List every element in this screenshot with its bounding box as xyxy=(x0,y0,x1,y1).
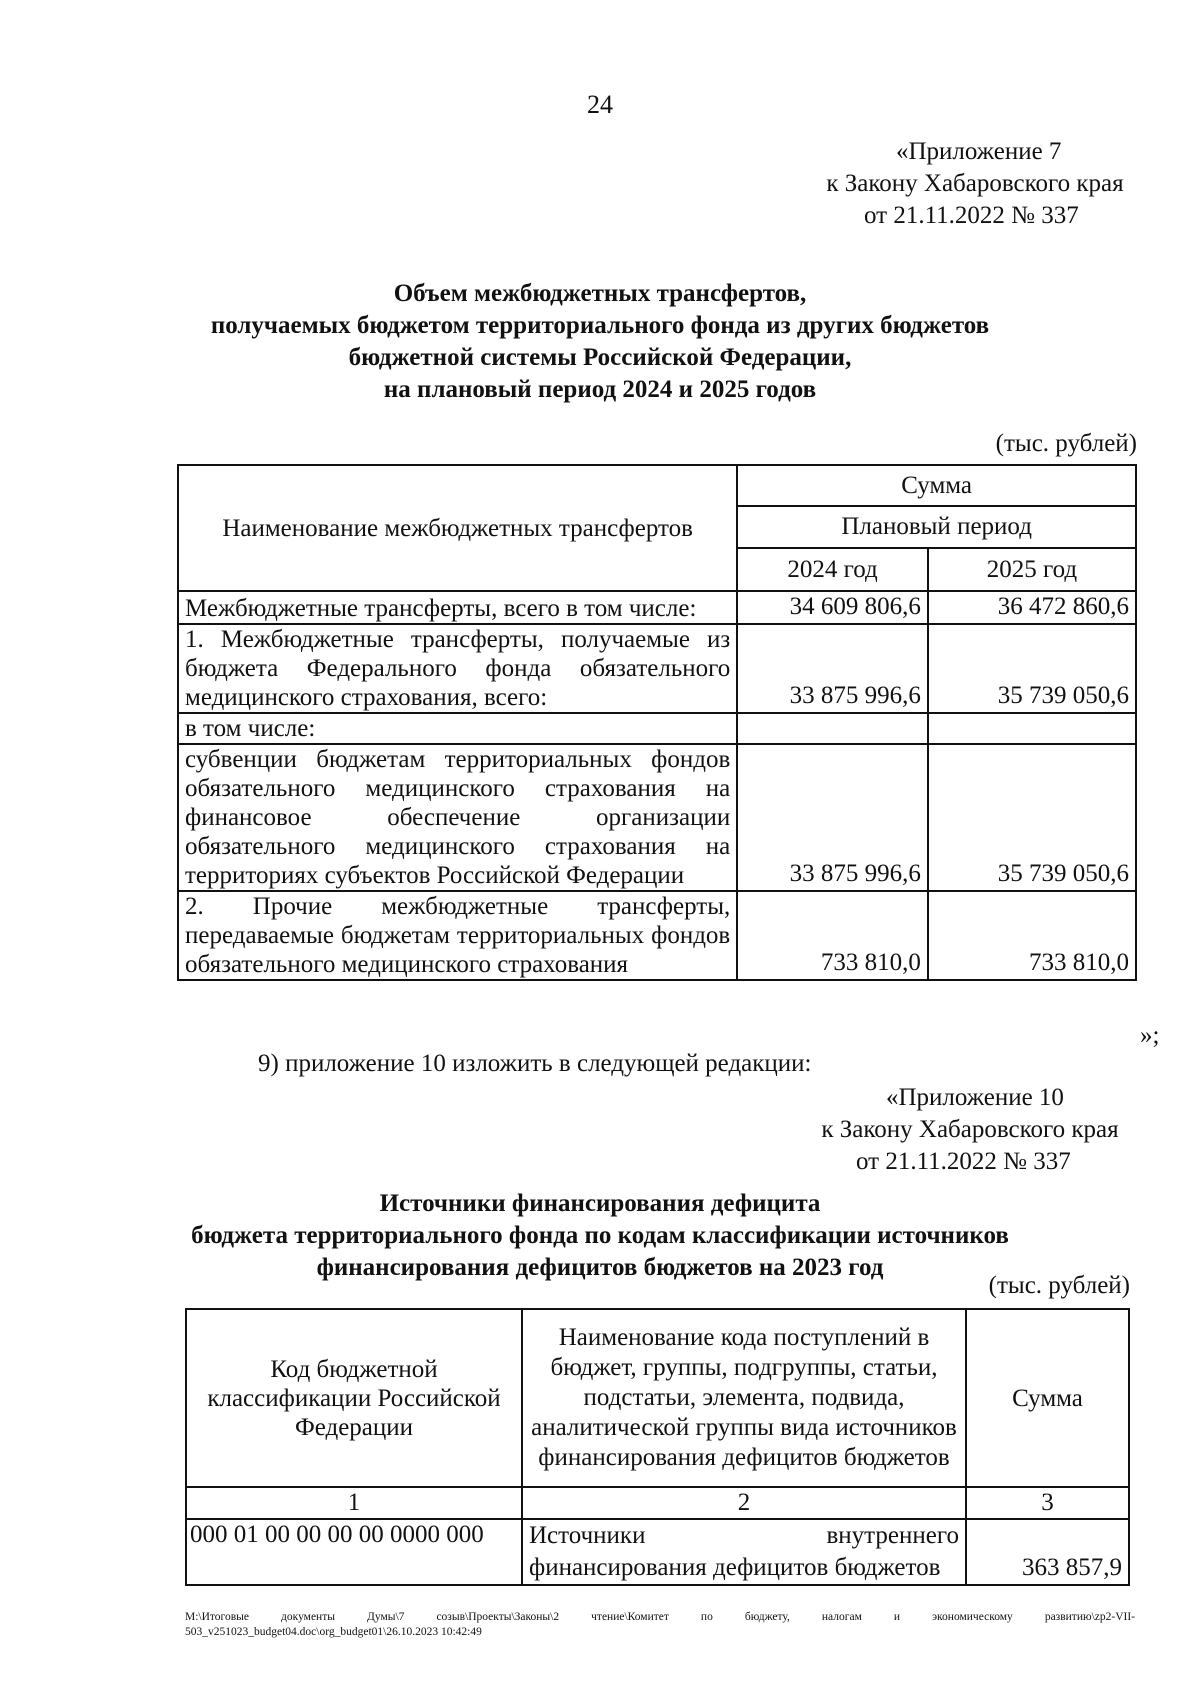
row-name: Межбюджетные трансферты, всего в том числе: xyxy=(178,591,737,624)
row-amount: 363 857,9 xyxy=(966,1519,1129,1585)
row-value-2025 xyxy=(928,713,1136,744)
appendix-10-title: «Приложение 10 xyxy=(886,1084,1064,1111)
table2-units: (тыс. рублей) xyxy=(988,1272,1130,1299)
row-value-2024: 733 810,0 xyxy=(737,891,928,980)
file-path-footer xyxy=(185,1610,1135,1640)
row-name: в том числе: xyxy=(178,713,737,744)
row-name: 2. Прочие межбюджетные трансферты, передаваемые бюджетам территориальных фондов обязательного медицинского страхования xyxy=(178,891,737,980)
row-value-2025: 35 739 050,6 xyxy=(928,744,1136,891)
row-name: субвенции бюджетам территориальных фондов обязательного медицинского страхования на финансовое обеспечение организации обязательного медицинского страхования на территориях субъектов Российской Федерации xyxy=(178,744,737,891)
table-row xyxy=(178,891,1136,980)
title1-line4: на плановый период 2024 и 2025 годов xyxy=(383,376,817,403)
table-row xyxy=(178,744,1136,891)
footer-line1: M:\Итоговые документы Думы\7 созыв\Проекты\Законы\2 чтение\Комитет по бюджету, налогам и экономическому развитию\zp2-VII- xyxy=(185,1611,1135,1623)
title1-line2: получаемых бюджетом территориального фонда из других бюджетов xyxy=(210,312,990,339)
column-number-3: 3 xyxy=(966,1487,1129,1519)
row-name: Источники внутреннего финансирования дефицитов бюджетов xyxy=(522,1519,966,1585)
header-amount: Сумма xyxy=(966,1309,1129,1487)
deficit-sources-table xyxy=(185,1308,1130,1586)
table-row xyxy=(178,591,1136,624)
row-name: 1. Межбюджетные трансферты, получаемые из бюджета Федерального фонда обязательного медицинского страхования, всего: xyxy=(178,624,737,713)
header-code-name: Наименование кода поступлений в бюджет, группы, подгруппы, статьи, подстатьи, элемента, подвида, аналитической группы вида источников финансирования дефицитов бюджетов xyxy=(522,1309,966,1487)
appendix-10-law: к Закону Хабаровского края xyxy=(821,1116,1119,1143)
header-2024: 2024 год xyxy=(737,548,928,591)
header-planned-period: Плановый период xyxy=(737,506,1136,547)
table1-title xyxy=(0,278,1200,406)
row-value-2025: 35 739 050,6 xyxy=(928,624,1136,713)
row-value-2024 xyxy=(737,713,928,744)
row-code: 000 01 00 00 00 00 0000 000 xyxy=(186,1519,522,1585)
column-number-1: 1 xyxy=(186,1487,522,1519)
table1-units: (тыс. рублей) xyxy=(995,430,1137,457)
closing-quote: »; xyxy=(1140,1022,1160,1049)
appendix-7-date: от 21.11.2022 № 337 xyxy=(864,202,1079,229)
column-number-2: 2 xyxy=(522,1487,966,1519)
header-2025: 2025 год xyxy=(928,548,1136,591)
appendix-10-header xyxy=(812,1082,1128,1178)
amendment-text: 9) приложение 10 изложить в следующей редакции: xyxy=(258,1050,812,1077)
title1-line3: бюджетной системы Российской Федерации, xyxy=(348,344,852,371)
table2-title xyxy=(0,1188,1200,1284)
row-value-2024: 33 875 996,6 xyxy=(737,744,928,891)
header-budget-code: Код бюджетной классификации Российской Федерации xyxy=(186,1309,522,1487)
title2-line1: Источники финансирования дефицита xyxy=(379,1190,821,1217)
page-number: 24 xyxy=(587,90,613,119)
table-row xyxy=(186,1519,1129,1585)
header-sum: Сумма xyxy=(737,465,1136,506)
transfers-table xyxy=(177,464,1137,981)
title2-line3: финансирования дефицитов бюджетов на 2023 год xyxy=(316,1254,884,1281)
header-transfer-name: Наименование межбюджетных трансфертов xyxy=(178,465,737,591)
appendix-7-header xyxy=(820,136,1130,232)
row-value-2025: 733 810,0 xyxy=(928,891,1136,980)
table-row xyxy=(178,713,1136,744)
title1-line1: Объем межбюджетных трансфертов, xyxy=(393,280,807,307)
row-value-2025: 36 472 860,6 xyxy=(928,591,1136,624)
appendix-10-date: от 21.11.2022 № 337 xyxy=(856,1148,1071,1175)
row-value-2024: 33 875 996,6 xyxy=(737,624,928,713)
footer-line2: 503_v251023_budget04.doc\org_budget01\26.10.2023 10:42:49 xyxy=(185,1626,482,1638)
row-value-2024: 34 609 806,6 xyxy=(737,591,928,624)
appendix-7-law: к Закону Хабаровского края xyxy=(826,170,1124,197)
title2-line2: бюджета территориального фонда по кодам классификации источников xyxy=(191,1222,1009,1249)
appendix-7-title: «Приложение 7 xyxy=(896,138,1062,165)
table-row xyxy=(178,624,1136,713)
